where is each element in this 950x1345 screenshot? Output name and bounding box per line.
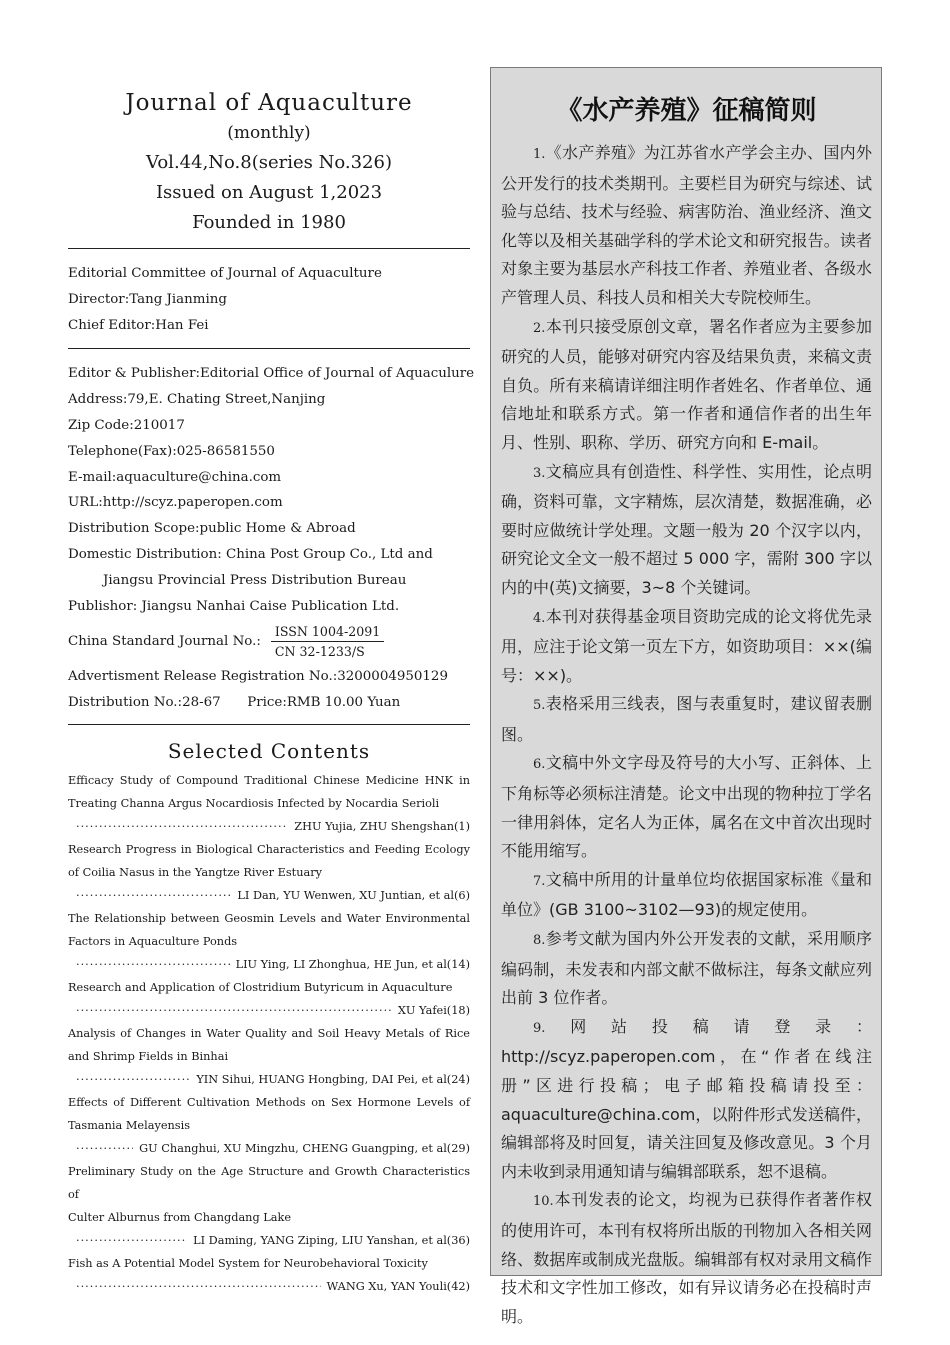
paragraph-number: 6.: [533, 757, 546, 773]
cn-number: CN 32-1233/S: [274, 644, 365, 660]
committee-name: Editorial Committee of Journal of Aquaculture: [68, 266, 382, 281]
frequency: (monthly): [227, 123, 311, 143]
address: Address:79,E. Chating Street,Nanjing: [68, 392, 326, 408]
publication-block: [68, 361, 475, 716]
notice-paragraph: [501, 603, 872, 691]
toc-entry-author-line: [68, 999, 470, 1022]
toc-entry[interactable]: [68, 976, 470, 1022]
editor-publisher: Editor & Publisher:Editorial Office of Journal of Aquaculure: [68, 366, 475, 382]
leader-dots: [68, 999, 392, 1022]
left-column: [68, 88, 475, 1298]
contents-list: [68, 769, 470, 1298]
toc-entry-title-cont: and Shrimp Fields in Binhai: [68, 1049, 229, 1063]
paragraph-number: 7.: [533, 873, 546, 889]
paragraph-text: 本刊对获得基金项目资助完成的论文将优先录用，应注于论文第一页左下方，如资助项目：××(编号：××)。: [501, 606, 872, 685]
notice-paragraph: [501, 313, 872, 458]
toc-entry-author-line: [68, 1275, 470, 1298]
standard-journal-no: [68, 622, 470, 661]
url-link[interactable]: URL:http://scyz.paperopen.com: [68, 495, 283, 511]
paragraph-number: 4.: [533, 610, 546, 626]
submission-notice: [490, 67, 882, 1326]
toc-entry-title: Efficacy Study of Compound Traditional Chinese Medicine HNK in: [68, 773, 470, 787]
notice-paragraph: [501, 749, 872, 865]
toc-entry-title-cont: Treating Channa Argus Nocardiosis Infected by Nocardia Serioli: [68, 796, 440, 810]
toc-entry[interactable]: [68, 1022, 470, 1091]
divider: [68, 724, 470, 725]
issue-date: Issued on August 1,2023: [155, 182, 383, 203]
paragraph-text: 网站投稿请登录：http://scyz.paperopen.com，在“作者在线注册”区进行投稿；电子邮箱投稿请投至：aquaculture@china.com，以附件形式发送稿件，编辑部将及时回复，请关注回复及修改意见。3 个月内未收到录用通知请与编辑部联系，恕不退稿。: [501, 1016, 872, 1181]
leader-dots: [68, 815, 288, 838]
notice-paragraph: [501, 925, 872, 1013]
paragraph-text: 表格采用三线表，图与表重复时，建议留表删图。: [501, 694, 872, 744]
masthead: [68, 88, 470, 238]
toc-entry-title: Preliminary Study on the Age Structure and Growth Characteristics of: [68, 1164, 470, 1201]
toc-entry-title: Research and Application of Clostridium Butyricum in Aquaculture: [68, 980, 453, 994]
notice-paragraph: [501, 866, 872, 925]
toc-entry-author-line: [68, 1137, 470, 1160]
paragraph-number: 2.: [533, 320, 546, 336]
toc-entry-authors: LI Daming, YANG Ziping, LIU Yanshan, et al(36): [193, 1233, 470, 1247]
notice-paragraph: [501, 1013, 872, 1187]
toc-entry-authors: XU Yafei(18): [397, 1003, 470, 1017]
committee-block: [68, 261, 470, 338]
toc-entry-author-line: [68, 1068, 470, 1091]
toc-entry[interactable]: [68, 1160, 470, 1252]
divider: [68, 348, 470, 349]
paragraph-number: 9.: [533, 1020, 546, 1036]
contents-heading: Selected Contents: [167, 738, 371, 763]
toc-entry-title: Research Progress in Biological Characteristics and Feeding Ecology: [68, 842, 470, 856]
publisher: Publishor: Jiangsu Nanhai Caise Publication Ltd.: [68, 598, 400, 614]
notice-paragraph: [501, 458, 872, 603]
toc-entry-title-cont: Culter Alburnus from Changdang Lake: [68, 1210, 292, 1224]
domestic-distribution-cont: Jiangsu Provincial Press Distribution Bureau: [103, 572, 407, 588]
leader-dots: [68, 1275, 321, 1298]
issn: ISSN 1004-2091: [271, 622, 384, 642]
toc-entry-authors: ZHU Yujia, ZHU Shengshan(1): [294, 819, 470, 833]
ad-registration: Advertisment Release Registration No.:3200004950129: [68, 669, 448, 685]
leader-dots: [68, 1229, 187, 1252]
toc-entry-author-line: [68, 884, 470, 907]
volume-info: Vol.44,No.8(series No.326): [146, 152, 392, 173]
distribution-no: Distribution No.:28-67: [68, 695, 221, 711]
leader-dots: [68, 1137, 133, 1160]
toc-entry-title: Effects of Different Cultivation Methods on Sex Hormone Levels of: [68, 1095, 470, 1109]
toc-entry-author-line: [68, 953, 470, 976]
leader-dots: [68, 884, 231, 907]
notice-paragraph: [501, 139, 872, 313]
toc-entry-title: Analysis of Changes in Water Quality and Soil Heavy Metals of Rice: [68, 1026, 470, 1040]
paragraph-text: 文稿中外文字母及符号的大小写、正斜体、上下角标等必须标注清楚。论文中出现的物种拉丁学名一律用斜体，定名人为正体，属名在文中首次出现时不能用缩写。: [501, 753, 872, 861]
distribution-scope: Distribution Scope:public Home & Abroad: [68, 521, 356, 537]
toc-entry-title-cont: Tasmania Melayensis: [68, 1118, 191, 1132]
director: Director:Tang Jianming: [68, 291, 227, 307]
paragraph-text: 参考文献为国内外公开发表的文献，采用顺序编码制，未发表和内部文献不做标注，每条文献应列出前 3 位作者。: [501, 929, 872, 1008]
toc-entry-authors: GU Changhui, XU Mingzhu, CHENG Guangping, et al(29): [139, 1141, 470, 1155]
leader-dots: [68, 1068, 190, 1091]
journal-title: Journal of Aquaculture: [125, 90, 413, 116]
paragraph-text: 文稿应具有创造性、科学性、实用性，论点明确，资料可靠，文字精炼，层次清楚，数据准确，必要时应做统计学处理。文题一般为 20 个汉字以内，研究论文全文一般不超过 5 000 字，需附 300 字以内的中(英)文摘要，3~8 个关键词。: [501, 461, 872, 597]
distribution-price: [68, 690, 470, 716]
toc-entry[interactable]: [68, 769, 470, 838]
notice-paragraph: [501, 690, 872, 749]
domestic-distribution: Domestic Distribution: China Post Group Co., Ltd and: [68, 546, 433, 562]
toc-entry-authors: YIN Sihui, HUANG Hongbing, DAI Pei, et al(24): [196, 1072, 470, 1086]
toc-entry-title: Fish as A Potential Model System for Neurobehavioral Toxicity: [68, 1256, 428, 1270]
toc-entry-title: The Relationship between Geosmin Levels and Water Environmental: [68, 911, 470, 925]
csjn-label: China Standard Journal No.:: [68, 634, 261, 650]
founded-year: Founded in 1980: [192, 212, 346, 233]
telephone: Telephone(Fax):025-86581550: [68, 443, 275, 459]
email: E-mail:aquaculture@china.com: [68, 469, 282, 485]
paragraph-number: 1.: [533, 147, 546, 162]
toc-entry[interactable]: [68, 1091, 470, 1160]
paragraph-number: 3.: [533, 465, 546, 481]
divider: [68, 248, 470, 249]
chief-editor: Chief Editor:Han Fei: [68, 317, 209, 333]
toc-entry-authors: LI Dan, YU Wenwen, XU Juntian, et al(6): [237, 888, 470, 902]
notice-body: [501, 139, 872, 1331]
notice-title: 《水产养殖》征稿简则: [556, 96, 817, 126]
toc-entry-authors: WANG Xu, YAN Youli(42): [326, 1279, 470, 1293]
paragraph-number: 5.: [533, 698, 546, 714]
toc-entry-author-line: [68, 815, 470, 838]
paragraph-number: 8.: [533, 933, 546, 949]
toc-entry-authors: LIU Ying, LI Zhonghua, HE Jun, et al(14): [235, 957, 470, 971]
issn-cn: [271, 622, 384, 661]
paragraph-text: 本刊发表的论文，均视为已获得作者著作权的使用许可，本刊有权将所出版的刊物加入各相关网络、数据库或制成光盘版。编辑部有权对录用文稿作技术和文字性加工修改，如有异议请务必在投稿时声明。: [501, 1190, 872, 1326]
toc-entry-title-cont: of Coilia Nasus in the Yangtze River Estuary: [68, 865, 322, 879]
toc-entry-title-cont: Factors in Aquaculture Ponds: [68, 934, 238, 948]
price: Price:RMB 10.00 Yuan: [247, 695, 401, 711]
paragraph-text: 《水产养殖》为江苏省水产学会主办、国内外公开发行的技术类期刊。主要栏目为研究与综述、试验与总结、技术与经验、病害防治、渔业经济、渔文化等以及相关基础学科的学术论文和研究报告。读者对象主要为基层水产科技工作者、养殖业者、各级水产管理人员、科技人员和相关大专院校师生。: [501, 143, 872, 307]
toc-entry-author-line: [68, 1229, 470, 1252]
paragraph-text: 本刊只接受原创文章，署名作者应为主要参加研究的人员，能够对研究内容及结果负责，来稿文责自负。所有来稿请详细注明作者姓名、作者单位、通信地址和联系方式。第一作者和通信作者的出生年月、性别、职称、学历、研究方向和 E-mail。: [501, 316, 872, 452]
paragraph-number: 10.: [533, 1194, 554, 1210]
paragraph-text: 文稿中所用的计量单位均依据国家标准《量和单位》(GB 3100~3102—93)的规定使用。: [501, 869, 872, 920]
toc-entry[interactable]: [68, 1252, 470, 1298]
toc-entry[interactable]: [68, 838, 470, 907]
toc-entry[interactable]: [68, 907, 470, 976]
notice-paragraph: [501, 1186, 872, 1331]
leader-dots: [68, 953, 230, 976]
zip-code: Zip Code:210017: [68, 417, 185, 433]
